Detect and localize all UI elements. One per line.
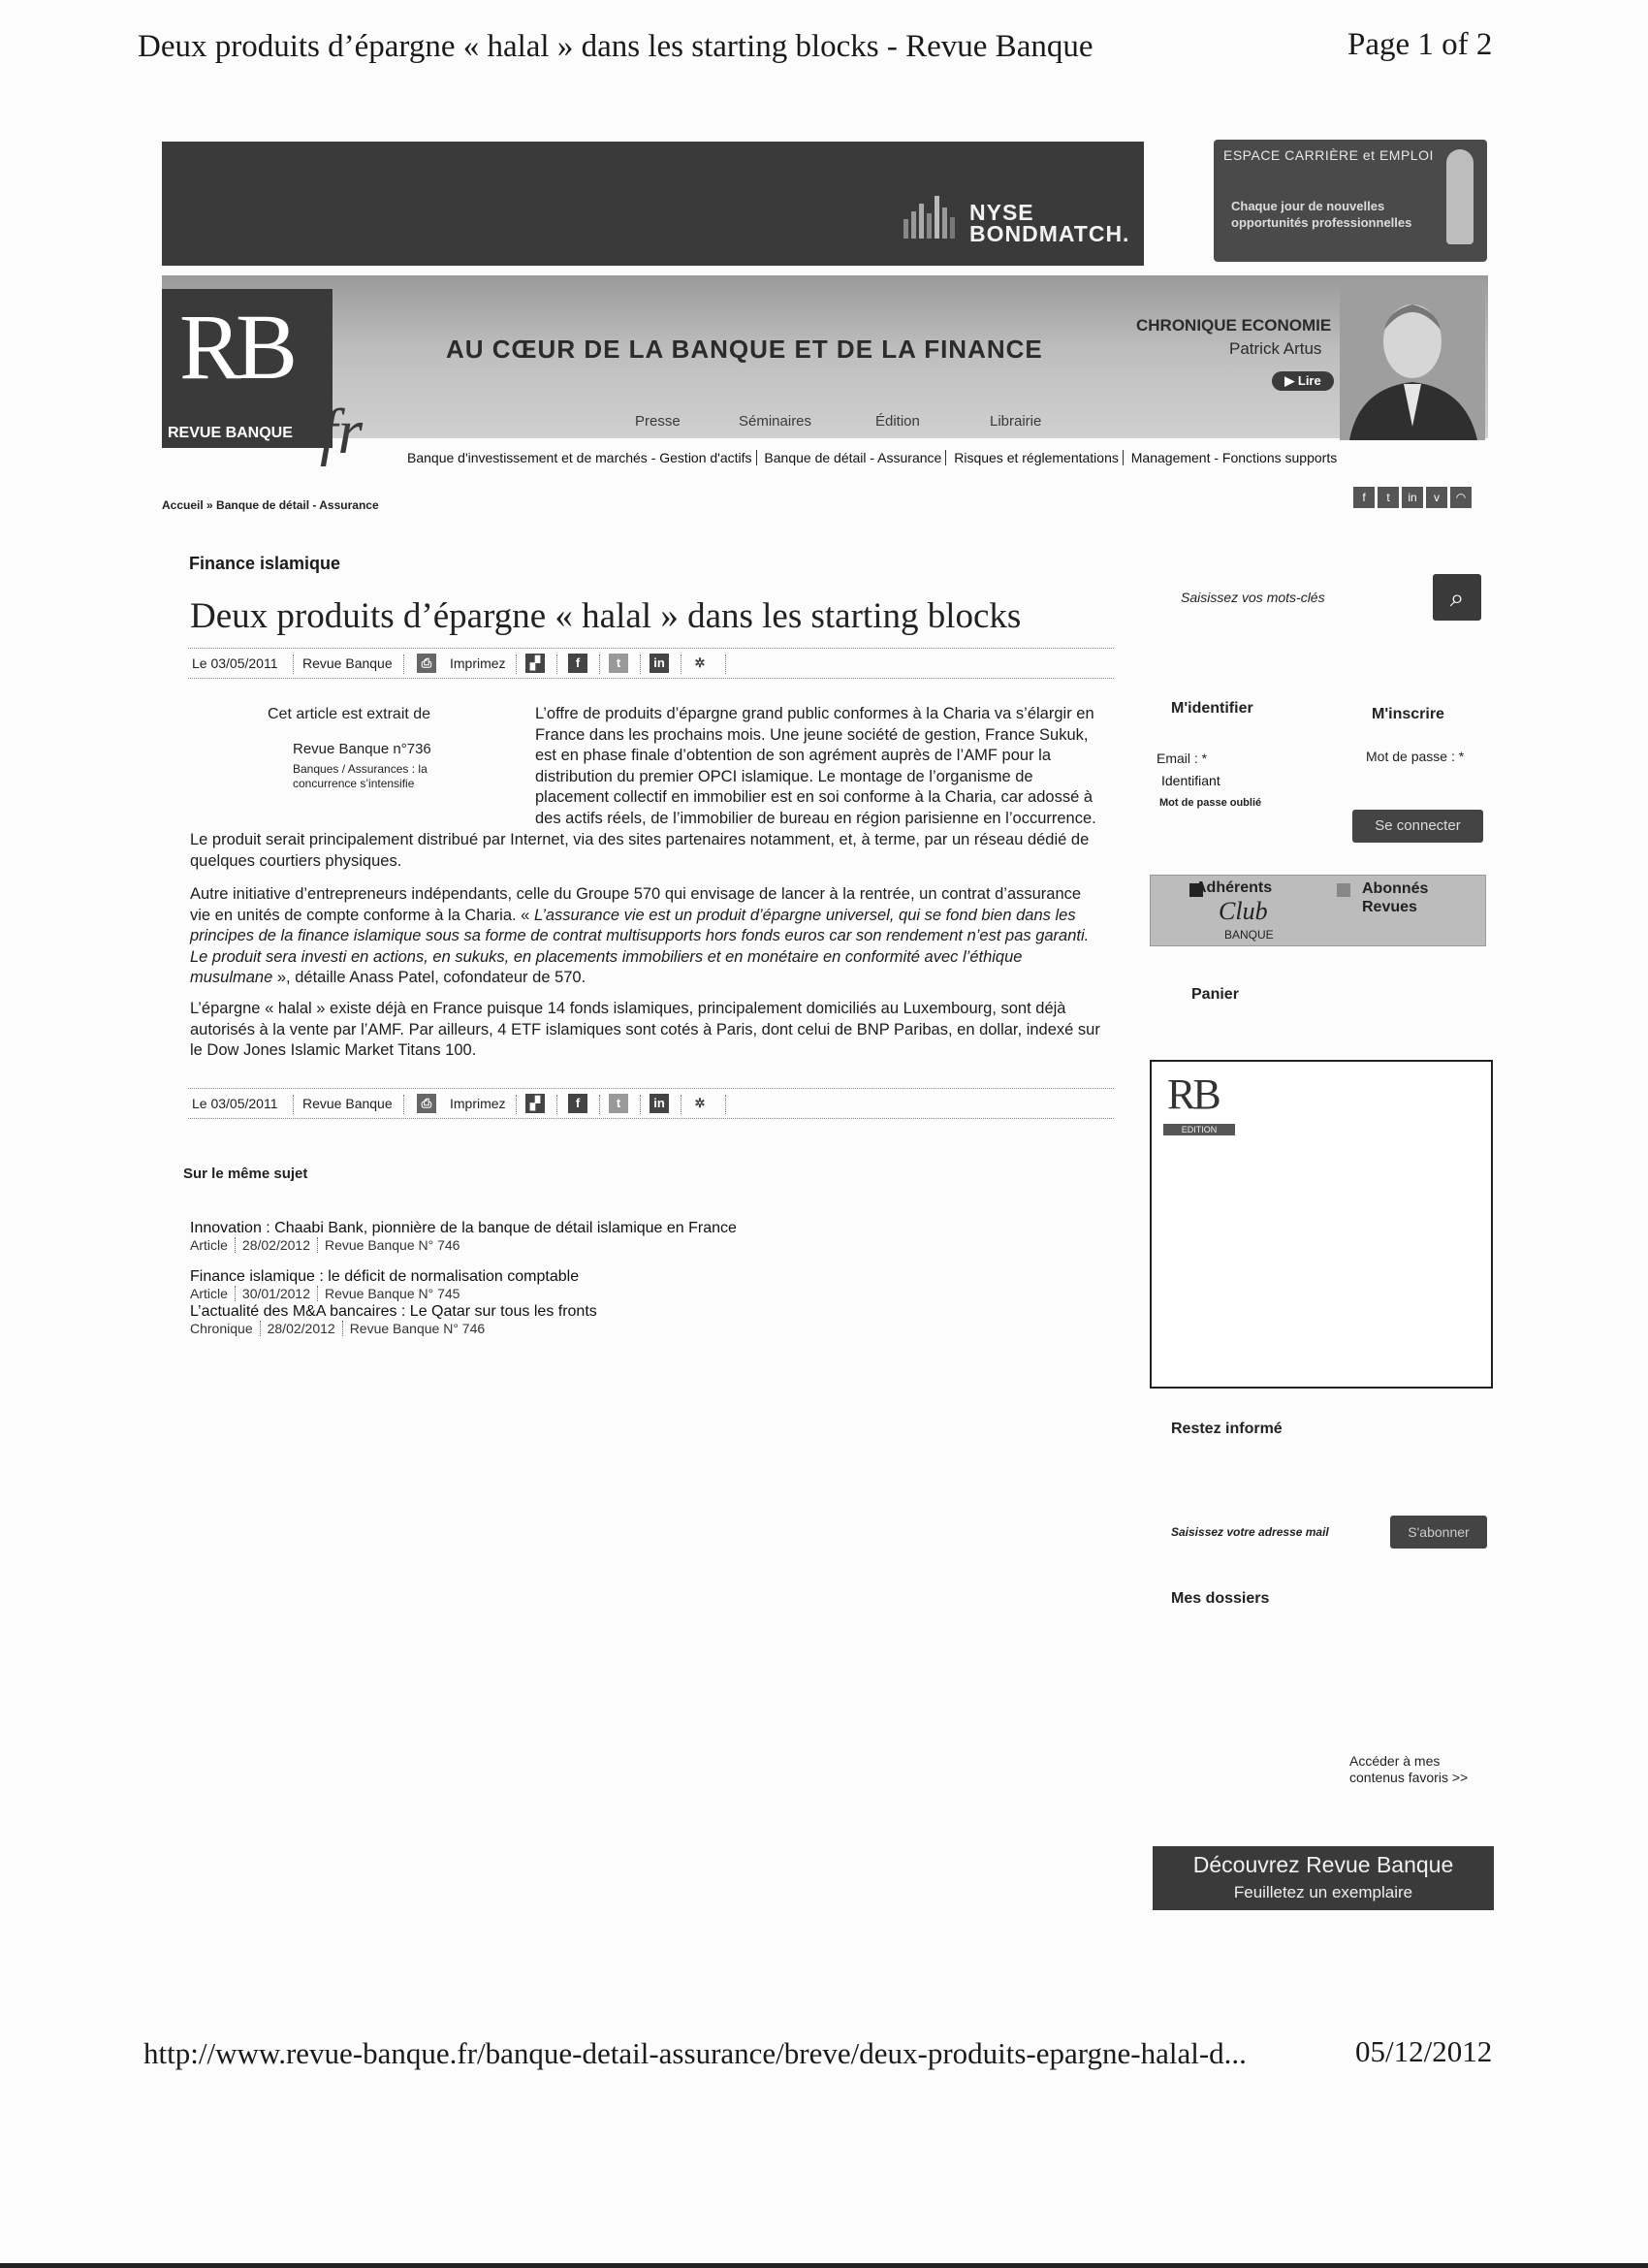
related-type: Chronique bbox=[190, 1321, 253, 1336]
chronique-title: CHRONIQUE ECONOMIE bbox=[1136, 316, 1332, 335]
email-field[interactable] bbox=[1161, 772, 1336, 789]
related-meta bbox=[190, 1237, 737, 1253]
related-issue: Revue Banque N° 745 bbox=[324, 1286, 460, 1301]
more-share-icon[interactable]: ✲ bbox=[694, 1096, 706, 1110]
club-banque: BANQUE bbox=[1224, 928, 1274, 942]
article-date: Le 03/05/2011 bbox=[192, 655, 278, 671]
related-date: 28/02/2012 bbox=[241, 1237, 310, 1253]
career-ad[interactable] bbox=[1214, 140, 1487, 262]
related-item bbox=[190, 1268, 579, 1301]
related-issue: Revue Banque N° 746 bbox=[324, 1237, 460, 1253]
logo-suffix: fr bbox=[320, 397, 364, 467]
newsletter-heading: Restez informé bbox=[1171, 1421, 1283, 1437]
person-figure-icon bbox=[1446, 149, 1474, 244]
password-label: Mot de passe : * bbox=[1366, 749, 1465, 764]
subnav bbox=[407, 450, 1337, 465]
cart-edition-label: EDITION bbox=[1163, 1124, 1235, 1135]
extract-issue-link[interactable]: Revue Banque n°736 bbox=[293, 741, 431, 757]
favorites-link[interactable] bbox=[1349, 1753, 1468, 1786]
chronique-author: Patrick Artus bbox=[1229, 339, 1322, 358]
cart-logo: RB bbox=[1167, 1070, 1219, 1118]
print-page-number: Page 1 of 2 bbox=[1347, 27, 1493, 62]
related-title[interactable]: L’actualité des M&A bancaires : Le Qatar sur tous les fronts bbox=[190, 1303, 597, 1320]
more-share-icon[interactable]: ✲ bbox=[694, 655, 706, 670]
article-paragraph-1: L’offre de produits d’épargne grand public conformes à la Charia va s’élargir en France dans les prochains mois. Une jeune société de gestion, France Sukuk, est en phase finale d’obtention de son agrément auprès de l’AMF pour la distribution du premier OPCI islamique. Le montage de l’organisme de placement collectif en immobilier est en soi conforme à la Charia, car adossé à des actifs réels, de l’immobilier de bureau en région parisienne en l’occurrence. bbox=[535, 705, 1096, 827]
related-item bbox=[190, 1220, 737, 1253]
nyse-line1: NYSE bbox=[969, 200, 1034, 225]
abonnes-link[interactable] bbox=[1362, 879, 1428, 916]
p2-start: Autre initiative d’entrepreneurs indépendants, celle du Groupe 570 qui envisage de lancer à la rentrée, un contrat d’assurance vie en unités de compte conforme à la Charia. « bbox=[190, 885, 1082, 924]
article-toolbar-top bbox=[188, 648, 1114, 679]
subnav-risques[interactable]: Risques et réglementations bbox=[954, 450, 1119, 465]
career-title: ESPACE CARRIÈRE et EMPLOI bbox=[1223, 147, 1434, 163]
logo-letters: RB bbox=[179, 295, 293, 399]
related-type: Article bbox=[190, 1237, 228, 1253]
discover-subtitle: Feuilletez un exemplaire bbox=[1233, 1883, 1413, 1901]
viadeo-icon[interactable]: v bbox=[1426, 487, 1447, 508]
facebook-icon[interactable]: f bbox=[568, 654, 587, 673]
favorites-line1: Accéder à mes bbox=[1349, 1753, 1441, 1769]
dossiers-heading: Mes dossiers bbox=[1171, 1590, 1270, 1607]
cart-box bbox=[1150, 1060, 1493, 1389]
p2-quote: L’assurance vie est un produit d’épargne universel, qui se fond bien dans les principes de la finance islamique sous sa forme de contrat multisupports hors fonds euros car son rendement n’est pas garanti. Le produit sera investi en actions, en sukuks, en placements immobiliers et en monétaire en conformité avec l’éthique musulmane bbox=[190, 906, 1090, 986]
facebook-icon[interactable]: f bbox=[1353, 487, 1375, 508]
social-links bbox=[1353, 487, 1474, 508]
login-heading: M'identifier bbox=[1171, 700, 1253, 717]
club-adherents: Adhérents bbox=[1195, 879, 1273, 896]
nav-librairie[interactable]: Librairie bbox=[990, 413, 1042, 430]
linkedin-icon[interactable]: in bbox=[650, 1094, 669, 1113]
read-button[interactable]: ▶ Lire bbox=[1272, 371, 1334, 391]
article-date: Le 03/05/2011 bbox=[192, 1096, 278, 1111]
search-icon[interactable]: ⌕ bbox=[1433, 574, 1481, 621]
related-type: Article bbox=[190, 1286, 228, 1301]
search-label[interactable]: Saisissez vos mots-clés bbox=[1181, 590, 1325, 605]
related-title[interactable]: Innovation : Chaabi Bank, pionnière de la banque de détail islamique en France bbox=[190, 1220, 737, 1236]
nyse-logo-icon bbox=[902, 190, 960, 239]
related-item bbox=[190, 1303, 597, 1336]
nyse-bondmatch-logo bbox=[969, 202, 1129, 244]
related-meta bbox=[190, 1321, 597, 1336]
article-paragraph-3: L’épargne « halal » existe déjà en France puisque 14 fonds islamiques, principalement domiciliés au Luxembourg, sont déjà autorisés à la vente par l’AMF. Par ailleurs, 4 ETF islamiques sont cotés à Paris, dont celui de BNP Paribas, en dollar, indexé sur le Dow Jones Islamic Market Titans 100. bbox=[190, 1000, 1100, 1059]
related-issue: Revue Banque N° 746 bbox=[349, 1321, 486, 1336]
subnav-detail-assurance[interactable]: Banque de détail - Assurance bbox=[764, 450, 942, 465]
cart-heading: Panier bbox=[1191, 986, 1239, 1003]
nyse-line2: BONDMATCH. bbox=[969, 221, 1130, 246]
subscribe-button[interactable]: S'abonner bbox=[1390, 1516, 1487, 1549]
article-paragraph-1b: Le produit serait principalement distribué par Internet, via des sites partenaires notamment, et, à terme, par un réseau dédié de quelques courtiers physiques. bbox=[190, 831, 1090, 870]
newsletter-email-label[interactable]: Saisissez votre adresse mail bbox=[1171, 1525, 1329, 1539]
facebook-icon[interactable]: f bbox=[568, 1094, 587, 1113]
article-paragraph-2 bbox=[190, 884, 1102, 989]
career-text bbox=[1231, 198, 1411, 231]
subnav-investissement[interactable]: Banque d'investissement et de marchés - Gestion d'actifs bbox=[407, 450, 752, 465]
site-tagline: AU CŒUR DE LA BANQUE ET DE LA FINANCE bbox=[446, 335, 1043, 364]
print-date: 05/12/2012 bbox=[1355, 2034, 1493, 2068]
rss-icon[interactable]: ◠ bbox=[1450, 487, 1472, 508]
related-meta bbox=[190, 1286, 579, 1301]
section-label: Finance islamique bbox=[189, 554, 341, 573]
article-source: Revue Banque bbox=[302, 655, 393, 671]
abonnes-line2: Revues bbox=[1362, 899, 1417, 915]
article-source: Revue Banque bbox=[302, 1096, 393, 1111]
print-icon[interactable]: ⎙ bbox=[417, 654, 436, 673]
club-banner[interactable] bbox=[1150, 875, 1486, 946]
subnav-management[interactable]: Management - Fonctions supports bbox=[1130, 450, 1338, 465]
related-heading: Sur le même sujet bbox=[183, 1166, 308, 1182]
page-edge bbox=[0, 2263, 1648, 2268]
twitter-icon[interactable]: t bbox=[1378, 487, 1399, 508]
register-link[interactable]: M'inscrire bbox=[1372, 706, 1444, 722]
site-logo[interactable] bbox=[162, 289, 333, 448]
print-title: Deux produits d’épargne « halal » dans les starting blocks - Revue Banque bbox=[138, 29, 1093, 64]
abonnes-line1: Abonnés bbox=[1362, 880, 1429, 897]
share-icon[interactable]: ▞ bbox=[525, 1094, 545, 1113]
extract-theme[interactable]: Banques / Assurances : la concurrence s’intensifie bbox=[293, 762, 428, 790]
discover-banner[interactable] bbox=[1153, 1846, 1494, 1910]
career-line2: opportunités professionnelles bbox=[1231, 215, 1412, 230]
twitter-icon[interactable]: t bbox=[609, 654, 628, 673]
email-label: Email : * bbox=[1157, 751, 1208, 766]
article-headline: Deux produits d’épargne « halal » dans les starting blocks bbox=[190, 596, 1022, 636]
nav-edition[interactable]: Édition bbox=[875, 413, 920, 430]
article-toolbar-bottom bbox=[188, 1088, 1114, 1119]
p2-end: », détaille Anass Patel, cofondateur de 570. bbox=[272, 969, 586, 986]
print-url: http://www.revue-banque.fr/banque-detail-assurance/breve/deux-produits-epargne-halal-d... bbox=[143, 2036, 1247, 2070]
forgot-password-link[interactable]: Mot de passe oublié bbox=[1159, 797, 1262, 809]
login-button[interactable]: Se connecter bbox=[1352, 810, 1483, 843]
nav-presse[interactable]: Presse bbox=[635, 413, 681, 430]
linkedin-icon[interactable]: in bbox=[650, 654, 669, 673]
logo-name: REVUE BANQUE bbox=[168, 425, 293, 441]
twitter-icon[interactable]: t bbox=[609, 1094, 628, 1113]
club-label: Club bbox=[1219, 897, 1268, 925]
linkedin-icon[interactable]: in bbox=[1402, 487, 1423, 508]
nav-seminaires[interactable]: Séminaires bbox=[739, 413, 812, 430]
related-date: 30/01/2012 bbox=[241, 1286, 310, 1301]
discover-title: Découvrez Revue Banque bbox=[1192, 1852, 1454, 1877]
grid-icon bbox=[1337, 883, 1350, 897]
author-portrait bbox=[1340, 281, 1485, 440]
share-icon[interactable]: ▞ bbox=[525, 654, 545, 673]
print-link[interactable]: Imprimez bbox=[450, 655, 506, 671]
print-link[interactable]: Imprimez bbox=[450, 1096, 506, 1111]
career-line1: Chaque jour de nouvelles bbox=[1231, 199, 1385, 213]
favorites-line2: contenus favoris >> bbox=[1349, 1770, 1469, 1785]
related-date: 28/02/2012 bbox=[267, 1321, 335, 1336]
related-title[interactable]: Finance islamique : le déficit de normalisation comptable bbox=[190, 1268, 580, 1285]
extract-intro: Cet article est extrait de bbox=[268, 706, 431, 722]
breadcrumb[interactable]: Accueil » Banque de détail - Assurance bbox=[162, 498, 379, 512]
print-icon[interactable]: ⎙ bbox=[417, 1094, 436, 1113]
